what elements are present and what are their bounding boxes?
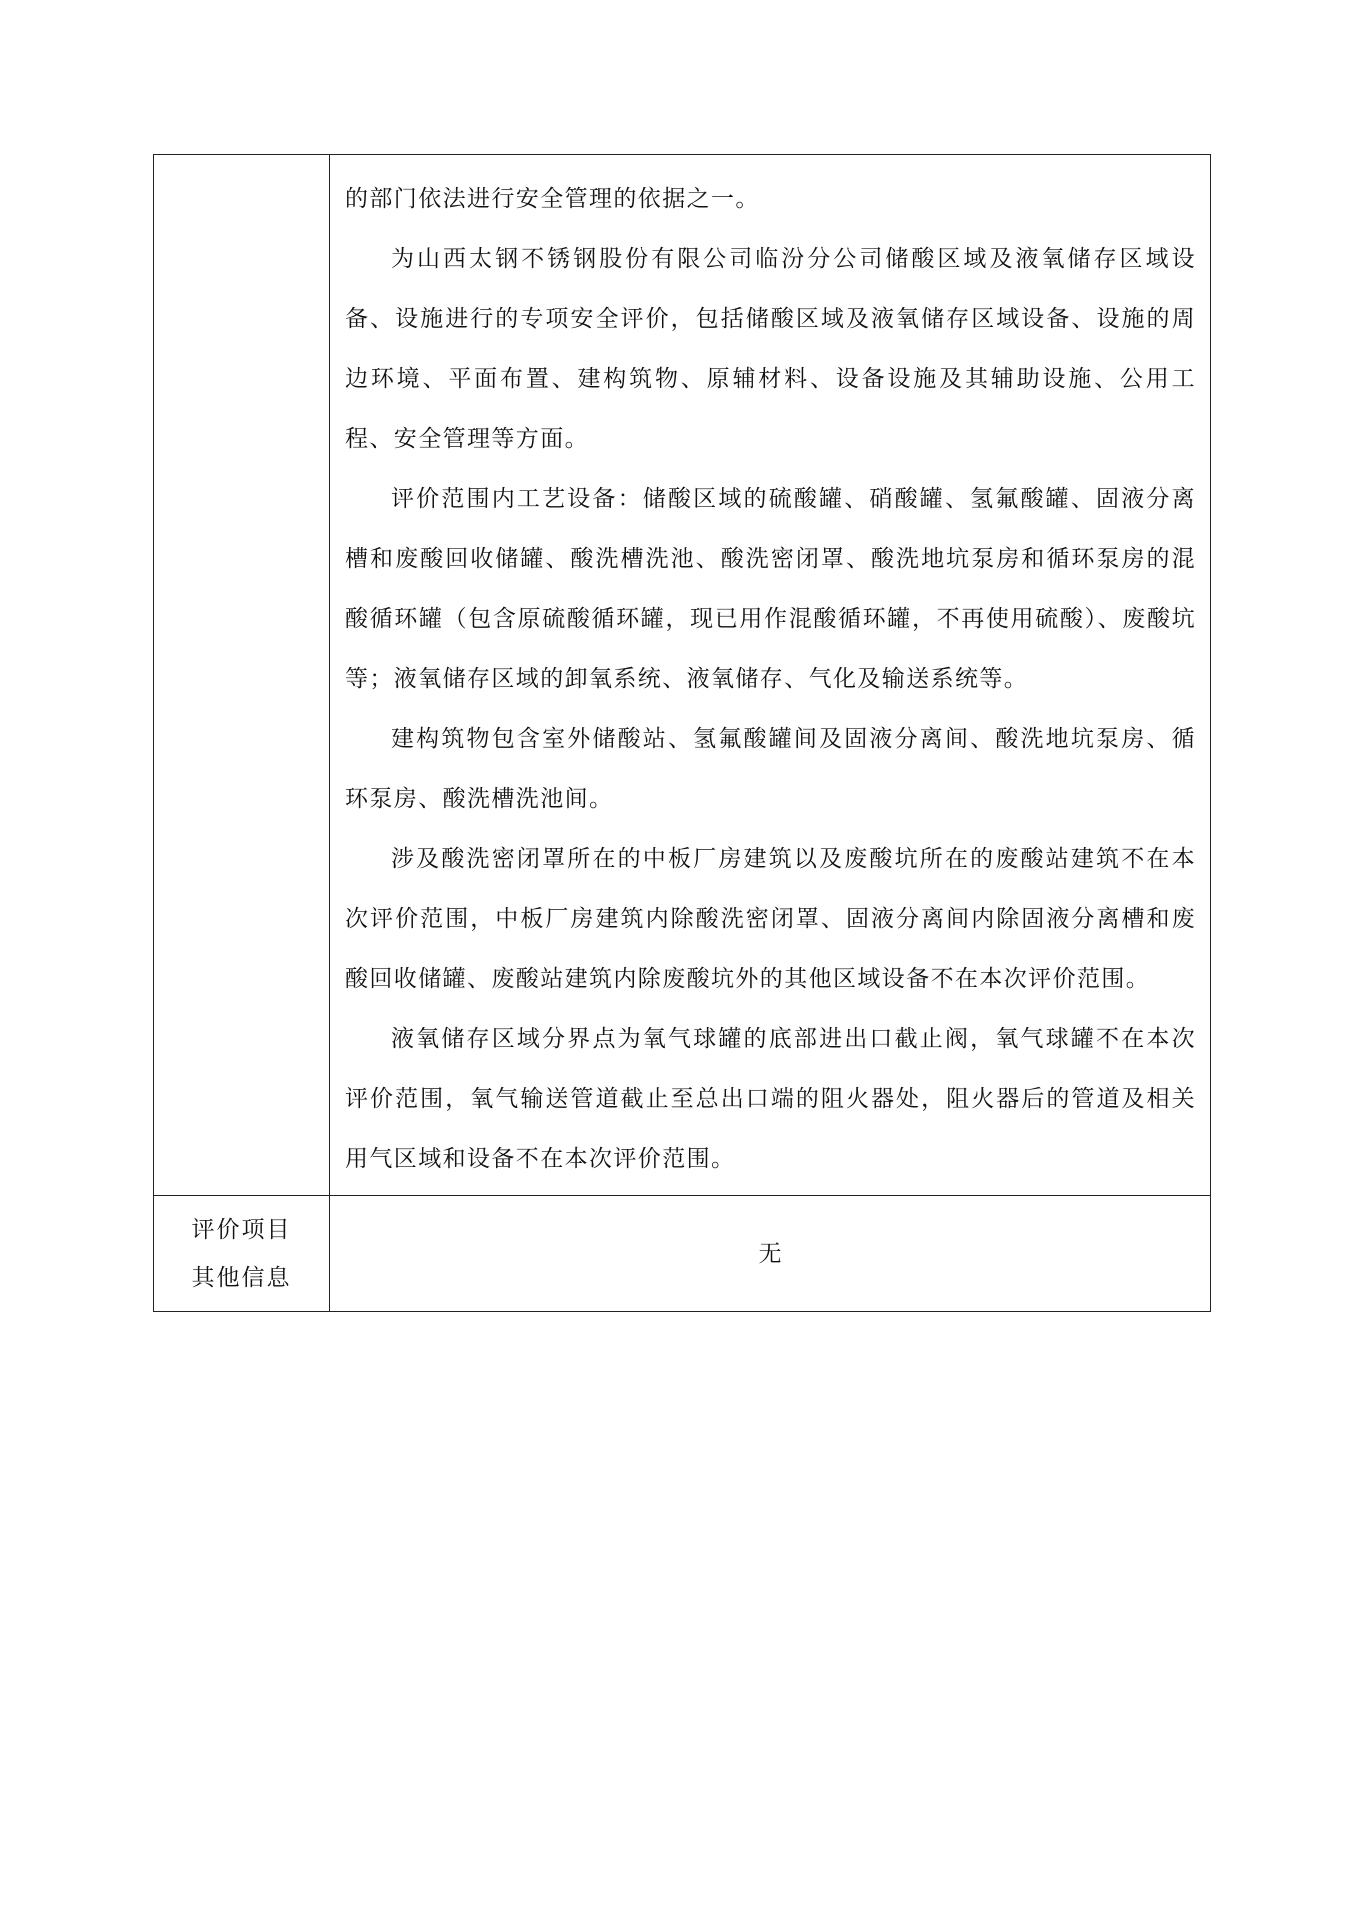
scope-paragraph-continuation: 的部门依法进行安全管理的依据之一。 <box>345 186 760 212</box>
other-info-value-cell <box>330 1196 1211 1312</box>
other-info-value: 无 <box>758 1240 782 1267</box>
scope-label-cell <box>154 155 330 1196</box>
scope-paragraph-exclusions: 涉及酸洗密闭罩所在的中板厂房建筑以及废酸坑所在的废酸站建筑不在本次评价范围，中板厂房建筑内除酸洗密闭罩、固液分离间内除固液分离槽和废酸回收储罐、废酸站建筑内除废酸坑外的其他区域设备不在本次评价范围。 <box>345 846 1196 992</box>
scope-paragraph-overview: 为山西太钢不锈钢股份有限公司临汾分公司储酸区域及液氧储存区域设备、设施进行的专项安全评价，包括储酸区域及液氧储存区域设备、设施的周边环境、平面布置、建构筑物、原辅材料、设备设施及其辅助设施、公用工程、安全管理等方面。 <box>345 246 1196 452</box>
scope-paragraph-equipment: 评价范围内工艺设备：储酸区域的硫酸罐、硝酸罐、氢氟酸罐、固液分离槽和废酸回收储罐、酸洗槽洗池、酸洗密闭罩、酸洗地坑泵房和循环泵房的混酸循环罐（包含原硫酸循环罐，现已用作混酸循环罐，不再使用硫酸）、废酸坑等；液氧储存区域的卸氧系统、液氧储存、气化及输送系统等。 <box>345 486 1196 692</box>
evaluation-info-table <box>153 154 1211 1312</box>
scope-content-cell <box>330 155 1211 1196</box>
other-info-row <box>154 1196 1211 1312</box>
scope-paragraph-boundary: 液氧储存区域分界点为氧气球罐的底部进出口截止阀，氧气球罐不在本次评价范围，氧气输送管道截止至总出口端的阻火器处，阻火器后的管道及相关用气区域和设备不在本次评价范围。 <box>345 1026 1196 1172</box>
other-info-label: 评价项目其他信息 <box>191 1216 292 1291</box>
scope-paragraph-buildings: 建构筑物包含室外储酸站、氢氟酸罐间及固液分离间、酸洗地坑泵房、循环泵房、酸洗槽洗池间。 <box>345 726 1196 812</box>
other-info-label-cell <box>154 1196 330 1312</box>
scope-row <box>154 155 1211 1196</box>
